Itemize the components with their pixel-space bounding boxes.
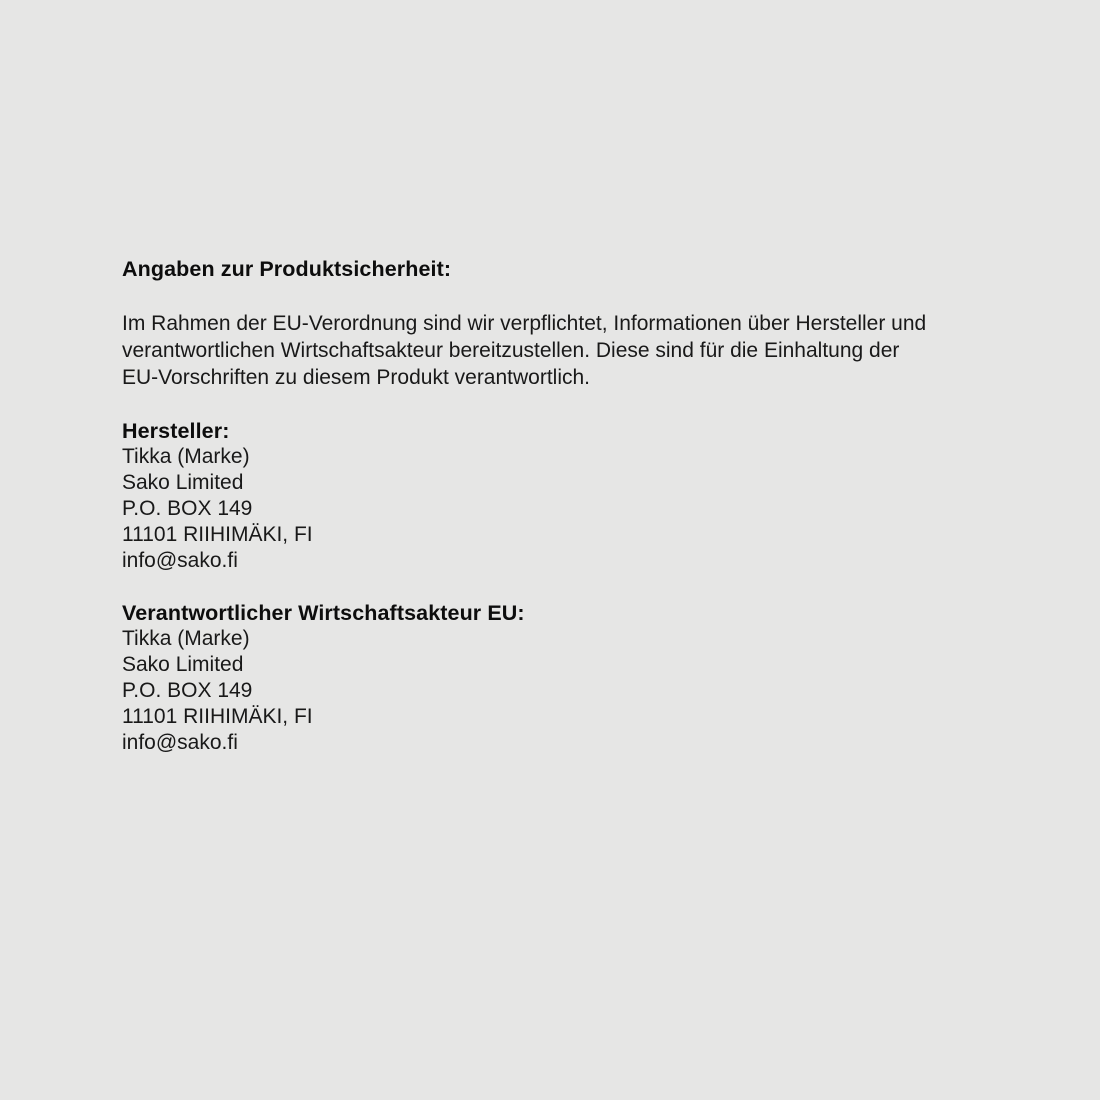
manufacturer-po-box: P.O. BOX 149 (122, 497, 253, 520)
manufacturer-email: info@sako.fi (122, 549, 238, 572)
intro-line: Im Rahmen der EU-Verordnung sind wir verpflichtet, Informationen über Hersteller und (122, 312, 927, 335)
intro-line: verantwortlichen Wirtschaftsakteur bereitzustellen. Diese sind für die Einhaltung der (122, 339, 900, 362)
responsible-operator-email: info@sako.fi (122, 731, 238, 754)
manufacturer-company: Sako Limited (122, 471, 244, 494)
responsible-operator-brand: Tikka (Marke) (122, 627, 250, 650)
responsible-operator-city: 11101 RIIHIMÄKI, FI (122, 705, 313, 728)
responsible-operator-heading: Verantwortlicher Wirtschaftsakteur EU: (122, 601, 525, 625)
manufacturer-heading: Hersteller: (122, 419, 230, 443)
intro-line: EU-Vorschriften zu diesem Produkt verantwortlich. (122, 366, 591, 389)
responsible-operator-block (122, 600, 1022, 756)
responsible-operator-company: Sako Limited (122, 653, 244, 676)
manufacturer-block (122, 418, 1022, 574)
product-safety-intro (122, 310, 1022, 391)
product-safety-heading: Angaben zur Produktsicherheit: (122, 257, 452, 281)
responsible-operator-po-box: P.O. BOX 149 (122, 679, 253, 702)
manufacturer-city: 11101 RIIHIMÄKI, FI (122, 523, 313, 546)
product-safety-section (122, 256, 1022, 782)
manufacturer-brand: Tikka (Marke) (122, 445, 250, 468)
